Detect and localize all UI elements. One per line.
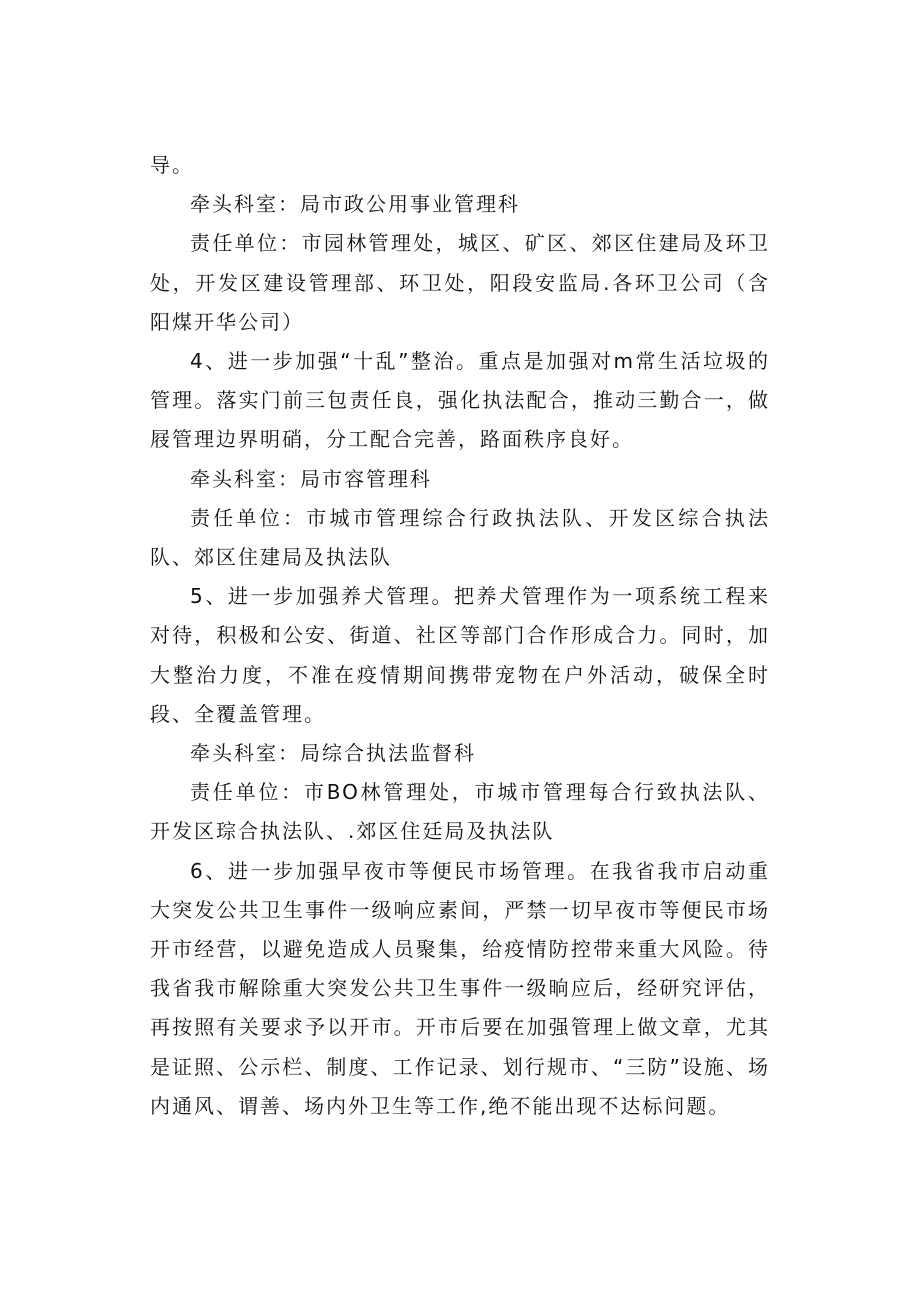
- paragraph-9: 责任单位：市BO林管理处，市城市管理每合行致执法队、开发区琮合执法队、.郊区住廷局及执法队: [150, 780, 770, 844]
- paragraph-10: 6、进一步加强早夜市等便民市场管理。在我省我市启动重大突发公共卫生事件一级响应素间，严禁一切早夜市等便民市场开市经营，以避免造成人员聚集，给疫情防控带来重大风险。待我省我市解除重大突发公共卫生事件一级晌应后，经研究评估，再按照有关要求予以开市。开市后要在加强管理上做文章，尤其是证照、公示栏、制度、工作记录、划行规市、“三防”设施、场内通风、谓善、场内外卫生等工作,绝不能出现不达标问题。: [150, 858, 770, 1118]
- paragraph-5: 牵头科室：局市容管理科: [190, 466, 432, 491]
- paragraph-6: 责任单位：市城市管理综合行政执法队、开发区综合执法队、郊区住建局及执法队: [150, 505, 770, 570]
- document-body: [150, 146, 770, 1126]
- paragraph-3: 责任单位：市园林管理处，城区、矿区、郊区住建局及环卫处，开发区建设管理部、环卫处，阳段安监局.各环卫公司（含阳煤开华公司）: [150, 231, 770, 334]
- paragraph-8: 牵头科室：局综合执法监督科: [190, 741, 476, 766]
- paragraph-4: 4、进一步加强“十乱”整治。重点是加强对m常生活垃圾的管理。落实门前三包责任良，强化执法配合，推动三勤合一，做屐管理边界明硝，分工配合完善，路面秩序良好。: [150, 349, 770, 452]
- paragraph-7: 5、进一步加强养犬管理。把养犬管理作为一项系统工程来对待，积极和公安、街道、社区等部门合作形成合力。同时，加大整治力度，不准在疫情期间携带宠物在户外活动，破保全时段、全覆盖管理。: [150, 584, 770, 726]
- paragraph-2: 牵头科室：局市政公用事业管理科: [190, 192, 520, 217]
- paragraph-1: 导。: [150, 153, 194, 177]
